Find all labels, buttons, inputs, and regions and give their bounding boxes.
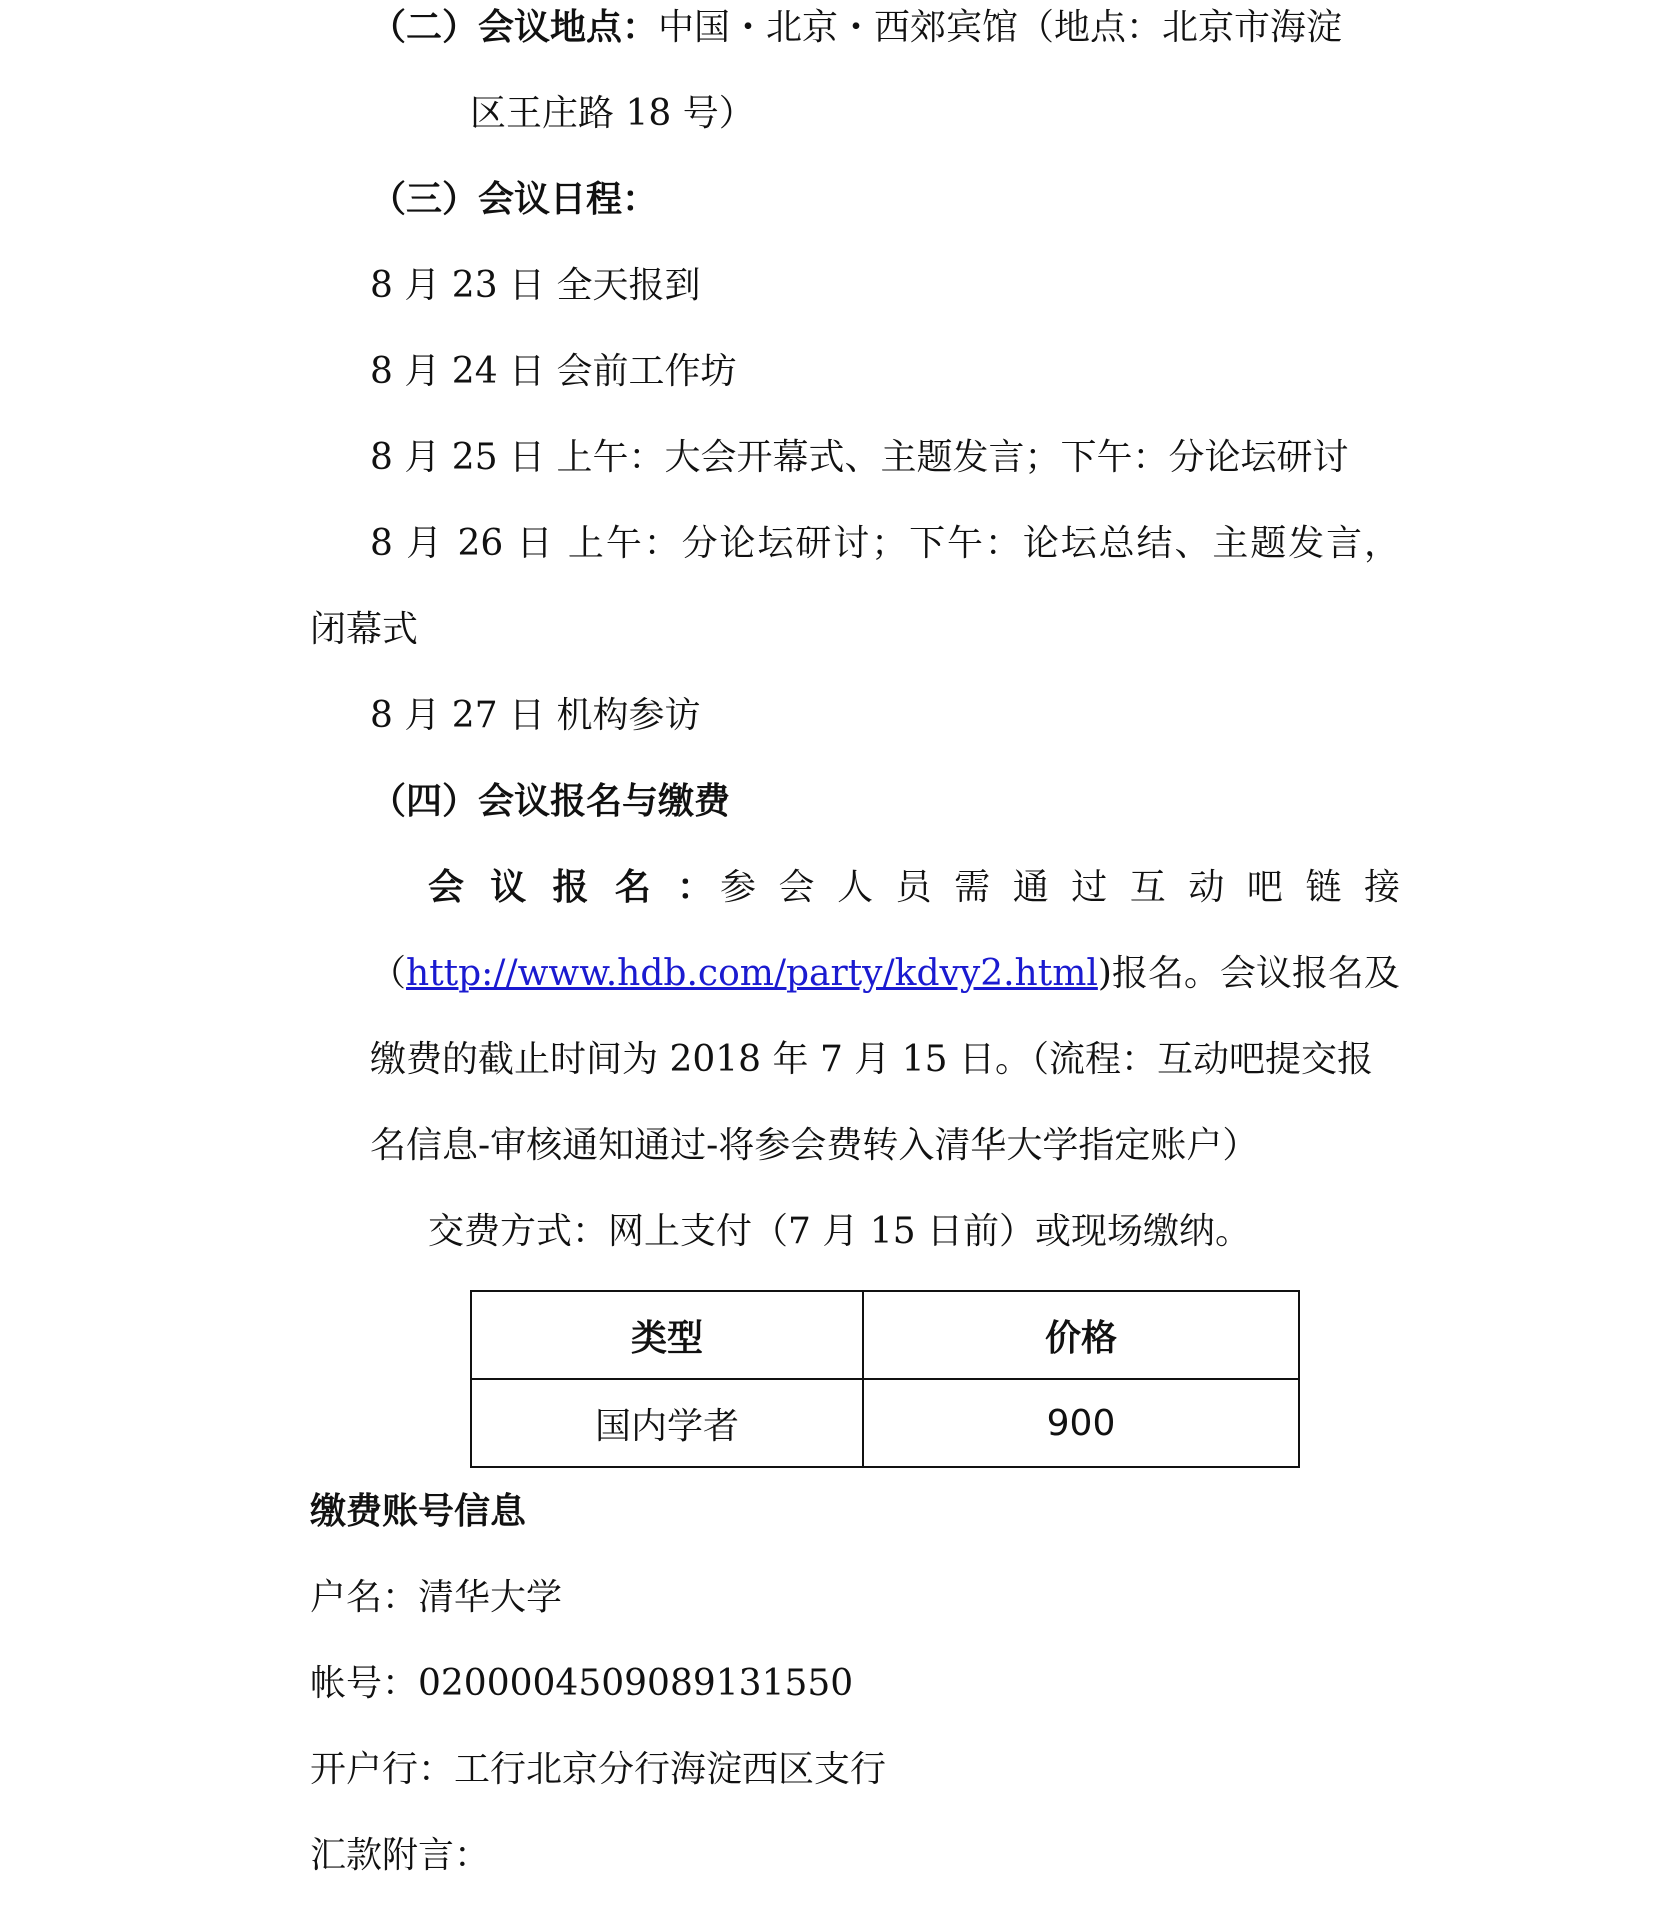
registration-text-4: 名信息-审核通知通过-将参会费转入清华大学指定账户） [370, 1125, 1259, 1166]
table-row [471, 1379, 1299, 1467]
account-remark: 汇款附言： [310, 1835, 491, 1876]
venue-text-1: 中国・北京・西郊宾馆（地点：北京市海淀 [658, 7, 1343, 48]
registration-label: 会议报名： [428, 867, 713, 908]
payment-method: 交费方式：网上支付（7 月 15 日前）或现场缴纳。 [428, 1211, 1252, 1252]
registration-line-1 [428, 866, 1400, 910]
schedule-item: 8 月 23 日 全天报到 [370, 265, 701, 306]
account-bank: 开户行：工行北京分行海淀西区支行 [310, 1749, 887, 1790]
schedule-heading: （三）会议日程： [370, 179, 659, 220]
schedule-item: 8 月 26 日 上午：分论坛研讨；下午：论坛总结、主题发言， [370, 523, 1400, 564]
venue-text-2: 区王庄路 18 号） [470, 93, 755, 134]
schedule-item: 8 月 25 日 上午：大会开幕式、主题发言；下午：分论坛研讨 [370, 437, 1349, 478]
fee-table [470, 1290, 1300, 1468]
registration-link[interactable]: http://www.hdb.com/party/kdvy2.html [406, 953, 1098, 994]
schedule-item: 8 月 24 日 会前工作坊 [370, 351, 737, 392]
schedule-item: 8 月 27 日 机构参访 [370, 695, 701, 736]
schedule-item: 闭幕式 [310, 609, 419, 650]
table-header-price: 价格 [863, 1291, 1299, 1379]
table-header-row [471, 1291, 1299, 1379]
paren-open: （ [370, 953, 407, 994]
registration-text-1: 参会人员需通过互动吧链接 [720, 867, 1400, 908]
table-cell-type: 国内学者 [471, 1379, 863, 1467]
account-name: 户名：清华大学 [310, 1577, 563, 1618]
account-heading: 缴费账号信息 [310, 1491, 527, 1532]
venue-heading: （二）会议地点： [370, 7, 659, 48]
registration-text-2: )报名。会议报名及 [1097, 953, 1400, 994]
table-cell-price: 900 [863, 1379, 1299, 1467]
registration-text-3: 缴费的截止时间为 2018 年 7 月 15 日。（流程：互动吧提交报 [370, 1039, 1373, 1080]
venue-line-1 [370, 6, 1342, 50]
registration-heading: （四）会议报名与缴费 [370, 781, 731, 822]
registration-line-2 [370, 952, 1400, 996]
table-header-type: 类型 [471, 1291, 863, 1379]
account-number: 帐号：0200004509089131550 [310, 1663, 854, 1704]
